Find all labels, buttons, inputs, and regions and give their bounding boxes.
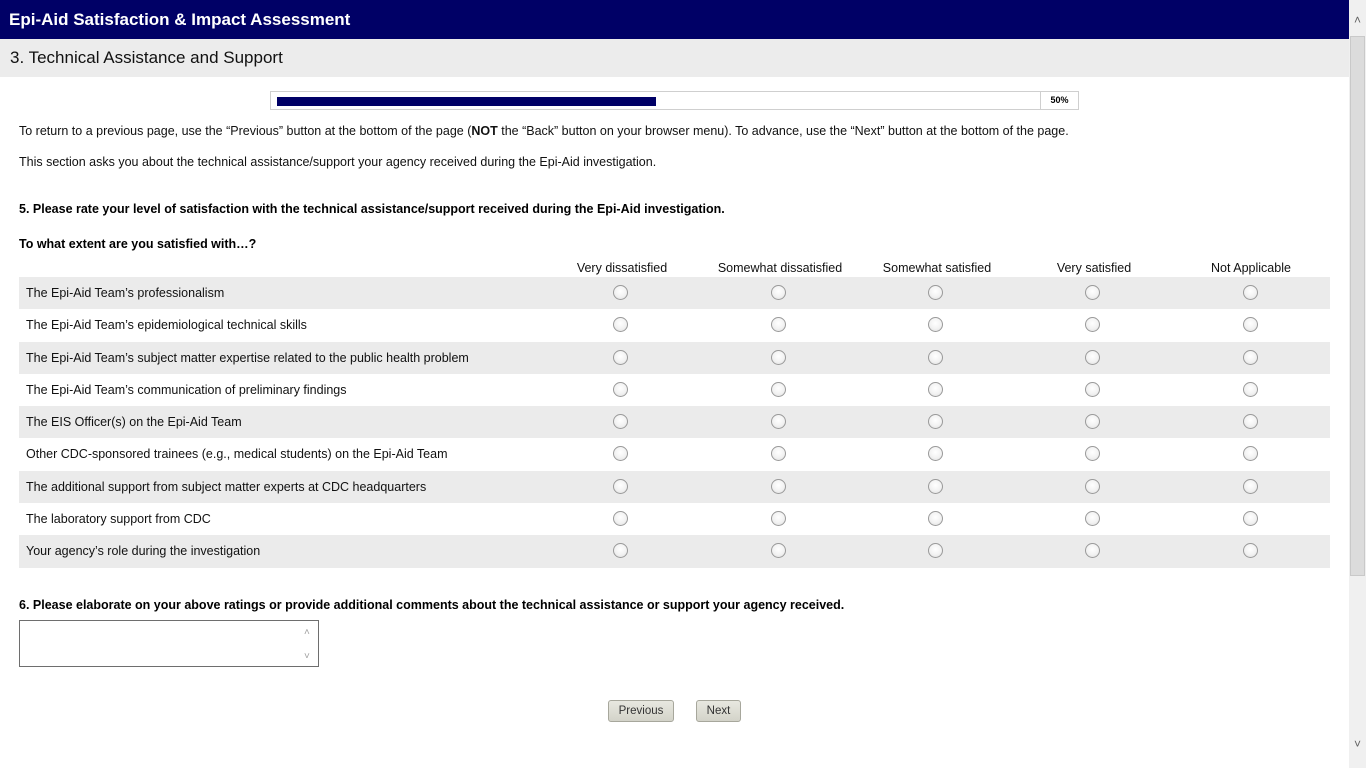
scroll-up-icon[interactable]: ˄	[304, 627, 310, 638]
matrix-row	[19, 406, 1330, 438]
radio-very-dissatisfied[interactable]	[613, 285, 628, 300]
column-not-applicable: Not Applicable	[1211, 261, 1291, 275]
radio-somewhat-satisfied[interactable]	[928, 350, 943, 365]
matrix-row	[19, 342, 1330, 374]
radio-somewhat-dissatisfied[interactable]	[771, 382, 786, 397]
scroll-down-arrow-icon[interactable]: ˅	[1353, 737, 1361, 751]
radio-very-satisfied[interactable]	[1085, 511, 1100, 526]
column-somewhat-satisfied: Somewhat satisfied	[882, 261, 992, 275]
radio-somewhat-satisfied[interactable]	[928, 285, 943, 300]
section-description: This section asks you about the technical assistance/support your agency received during the Epi-Aid investigation.	[19, 155, 657, 169]
progress-bar	[270, 91, 1079, 110]
radio-not-applicable[interactable]	[1243, 382, 1258, 397]
radio-very-satisfied[interactable]	[1085, 317, 1100, 332]
column-very-satisfied: Very satisfied	[1056, 261, 1132, 275]
radio-very-dissatisfied[interactable]	[613, 543, 628, 558]
matrix-row-label: The laboratory support from CDC	[26, 512, 211, 527]
radio-somewhat-dissatisfied[interactable]	[771, 446, 786, 461]
radio-very-dissatisfied[interactable]	[613, 350, 628, 365]
radio-somewhat-dissatisfied[interactable]	[771, 317, 786, 332]
radio-somewhat-dissatisfied[interactable]	[771, 479, 786, 494]
radio-very-satisfied[interactable]	[1085, 285, 1100, 300]
page-scrollbar[interactable]	[1349, 0, 1366, 768]
radio-not-applicable[interactable]	[1243, 479, 1258, 494]
matrix-row-label: The Epi-Aid Team’s professionalism	[26, 286, 225, 300]
question-5-title: 5. Please rate your level of satisfaction with the technical assistance/support received during the Epi-Aid investigation.	[19, 202, 725, 216]
page-heading: 3. Technical Assistance and Support	[0, 39, 1349, 77]
matrix-row-label: Other CDC-sponsored trainees (e.g., medical students) on the Epi-Aid Team	[26, 447, 448, 462]
radio-somewhat-satisfied[interactable]	[928, 414, 943, 429]
radio-not-applicable[interactable]	[1243, 511, 1258, 526]
radio-somewhat-dissatisfied[interactable]	[771, 285, 786, 300]
navigation-text-bold: NOT	[471, 124, 498, 138]
radio-very-satisfied[interactable]	[1085, 382, 1100, 397]
navigation-text-before: To return to a previous page, use the “Previous” button at the bottom of the page (	[19, 124, 472, 138]
radio-very-dissatisfied[interactable]	[613, 317, 628, 332]
radio-not-applicable[interactable]	[1243, 414, 1258, 429]
radio-somewhat-dissatisfied[interactable]	[771, 414, 786, 429]
scroll-down-icon[interactable]: ˅	[304, 651, 310, 662]
matrix-row	[19, 309, 1330, 341]
column-somewhat-dissatisfied: Somewhat dissatisfied	[717, 261, 843, 275]
scroll-up-arrow-icon[interactable]: ˄	[1353, 13, 1361, 27]
matrix-row-label: The Epi-Aid Team’s epidemiological technical skills	[26, 318, 307, 333]
radio-not-applicable[interactable]	[1243, 285, 1258, 300]
navigation-text-after: the “Back” button on your browser menu). To advance, use the “Next” button at the bottom of the page.	[497, 124, 1069, 138]
matrix-row-label: The Epi-Aid Team’s communication of preliminary findings	[26, 382, 347, 397]
radio-not-applicable[interactable]	[1243, 317, 1258, 332]
radio-not-applicable[interactable]	[1243, 543, 1258, 558]
matrix-row-label: The additional support from subject matter experts at CDC headquarters	[26, 479, 427, 494]
radio-somewhat-satisfied[interactable]	[928, 479, 943, 494]
radio-somewhat-satisfied[interactable]	[928, 543, 943, 558]
question-6-title: 6. Please elaborate on your above ratings or provide additional comments about the technical assistance or support your agency received.	[19, 598, 845, 612]
radio-somewhat-satisfied[interactable]	[928, 317, 943, 332]
radio-very-dissatisfied[interactable]	[613, 382, 628, 397]
radio-somewhat-satisfied[interactable]	[928, 382, 943, 397]
progress-percent: 50%	[1040, 92, 1078, 109]
radio-not-applicable[interactable]	[1243, 350, 1258, 365]
navigation-instructions	[19, 124, 1069, 138]
radio-somewhat-dissatisfied[interactable]	[771, 350, 786, 365]
radio-very-satisfied[interactable]	[1085, 479, 1100, 494]
radio-very-dissatisfied[interactable]	[613, 479, 628, 494]
matrix-row	[19, 277, 1330, 309]
radio-very-satisfied[interactable]	[1085, 414, 1100, 429]
radio-not-applicable[interactable]	[1243, 446, 1258, 461]
matrix-row	[19, 438, 1330, 470]
next-button[interactable]: Next	[696, 700, 741, 722]
question-5-subtitle: To what extent are you satisfied with…?	[19, 237, 257, 251]
radio-somewhat-satisfied[interactable]	[928, 511, 943, 526]
matrix-row-label: The Epi-Aid Team’s subject matter expertise related to the public health problem	[26, 350, 469, 365]
comments-textarea[interactable]	[19, 620, 319, 667]
matrix-row	[19, 374, 1330, 406]
column-very-dissatisfied: Very dissatisfied	[576, 261, 668, 275]
radio-somewhat-dissatisfied[interactable]	[771, 511, 786, 526]
textarea-scrollbar[interactable]	[301, 622, 317, 665]
matrix-row-label: Your agency’s role during the investigation	[26, 544, 261, 559]
matrix-row-label: The EIS Officer(s) on the Epi-Aid Team	[26, 415, 242, 430]
radio-very-satisfied[interactable]	[1085, 543, 1100, 558]
scrollbar-thumb[interactable]	[1350, 36, 1365, 576]
radio-somewhat-satisfied[interactable]	[928, 446, 943, 461]
radio-very-satisfied[interactable]	[1085, 446, 1100, 461]
radio-somewhat-dissatisfied[interactable]	[771, 543, 786, 558]
progress-track	[271, 92, 1041, 109]
radio-very-satisfied[interactable]	[1085, 350, 1100, 365]
previous-button[interactable]: Previous	[608, 700, 674, 722]
progress-fill	[277, 97, 656, 106]
matrix-row	[19, 535, 1330, 567]
radio-very-dissatisfied[interactable]	[613, 414, 628, 429]
radio-very-dissatisfied[interactable]	[613, 511, 628, 526]
satisfaction-matrix	[19, 277, 1330, 568]
survey-title: Epi-Aid Satisfaction & Impact Assessment	[0, 0, 1349, 39]
radio-very-dissatisfied[interactable]	[613, 446, 628, 461]
matrix-row	[19, 503, 1330, 535]
matrix-row	[19, 471, 1330, 503]
